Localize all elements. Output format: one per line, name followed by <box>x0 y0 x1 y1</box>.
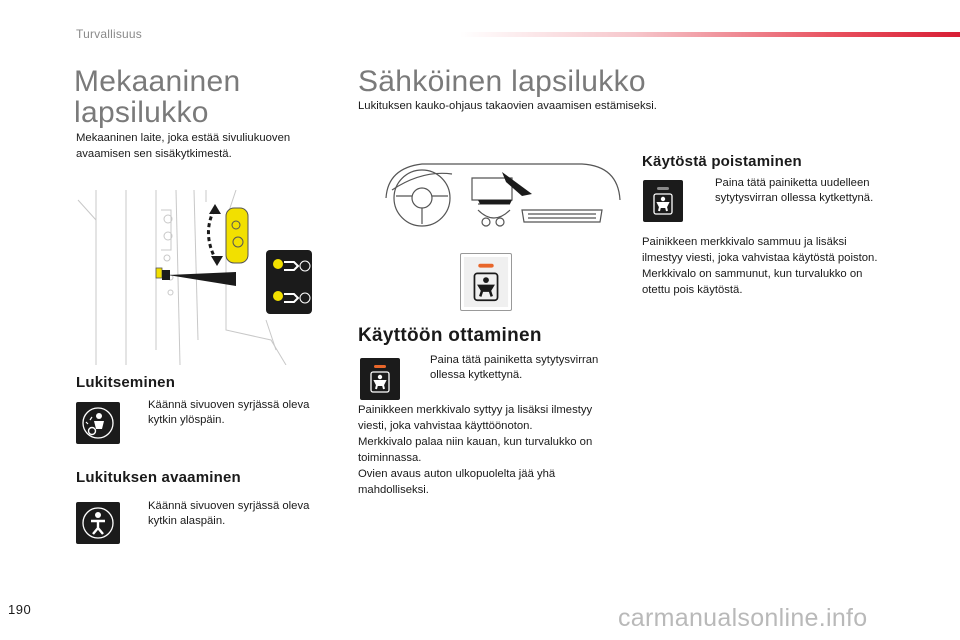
lock-heading: Lukitseminen <box>76 374 176 391</box>
child-lock-open-icon <box>76 502 120 544</box>
intro-line-2: avaamisen sen sisäkytkimestä. <box>76 148 232 160</box>
page-number: 190 <box>8 602 32 617</box>
section-label: Turvallisuus <box>76 27 142 41</box>
disable-note <box>642 234 877 298</box>
electric-lock-title: Sähköinen lapsilukko <box>358 65 646 98</box>
disable-step-line-1: Paina tätä painiketta uudelleen <box>715 177 870 189</box>
unlock-step <box>126 499 309 529</box>
mechanical-lock-intro <box>76 130 290 162</box>
disable-heading: Käytöstä poistaminen <box>642 153 802 170</box>
bullet-marker <box>126 398 148 428</box>
disable-step <box>693 176 873 206</box>
door-latch-illustration <box>76 190 322 365</box>
bullet-marker <box>126 499 148 529</box>
lock-step <box>126 398 309 428</box>
title-line-1: Mekaaninen <box>74 65 241 98</box>
enable-step-line-1: Paina tätä painiketta sytytysvirran <box>430 354 599 366</box>
enable-note <box>358 402 592 498</box>
enable-note-line: viesti, joka vahvistaa käyttöönoton. <box>358 420 533 432</box>
lock-step-line-1: Käännä sivuoven syrjässä oleva <box>148 399 310 411</box>
enable-note-line: mahdolliseksi. <box>358 484 429 496</box>
child-lock-button-on-icon <box>360 358 400 400</box>
mechanical-lock-title <box>74 66 240 128</box>
enable-note-line: toiminnassa. <box>358 452 422 464</box>
electric-lock-intro: Lukituksen kauko-ohjaus takaovien avaamisen estämiseksi. <box>358 100 657 112</box>
enable-heading: Käyttöön ottaminen <box>358 325 542 346</box>
enable-step <box>408 353 598 383</box>
disable-note-line: Painikkeen merkkivalo sammuu ja lisäksi <box>642 236 847 248</box>
enable-note-line: Painikkeen merkkivalo syttyy ja lisäksi ilmestyy <box>358 404 593 416</box>
title-line-2: lapsilukko <box>74 96 209 129</box>
watermark: carmanualsonline.info <box>618 604 868 632</box>
unlock-heading: Lukituksen avaaminen <box>76 469 241 486</box>
disable-step-line-2: sytytysvirran ollessa kytkettynä. <box>715 192 874 204</box>
disable-note-line: Merkkivalo on sammunut, kun turvalukko on <box>642 268 863 280</box>
lock-step-line-2: kytkin ylöspäin. <box>148 414 225 426</box>
child-lock-button-large-icon <box>460 253 512 311</box>
header-accent-bar <box>460 32 960 37</box>
child-lock-closed-icon <box>76 402 120 444</box>
dashboard-illustration <box>382 160 622 242</box>
bullet-marker <box>408 353 430 383</box>
child-lock-button-off-icon <box>643 180 683 222</box>
bullet-marker <box>693 176 715 206</box>
enable-step-line-2: ollessa kytkettynä. <box>430 369 523 381</box>
intro-line-1: Mekaaninen laite, joka estää sivuliukuoven <box>76 132 291 144</box>
unlock-step-line-1: Käännä sivuoven syrjässä oleva <box>148 500 310 512</box>
disable-note-line: ilmestyy viesti, joka vahvistaa käytöstä poiston. <box>642 252 878 264</box>
disable-note-line: otettu pois käytöstä. <box>642 284 743 296</box>
enable-note-line: Ovien avaus auton ulkopuolelta jää yhä <box>358 468 556 480</box>
enable-note-line: Merkkivalo palaa niin kauan, kun turvalukko on <box>358 436 593 448</box>
unlock-step-line-2: kytkin alaspäin. <box>148 515 226 527</box>
